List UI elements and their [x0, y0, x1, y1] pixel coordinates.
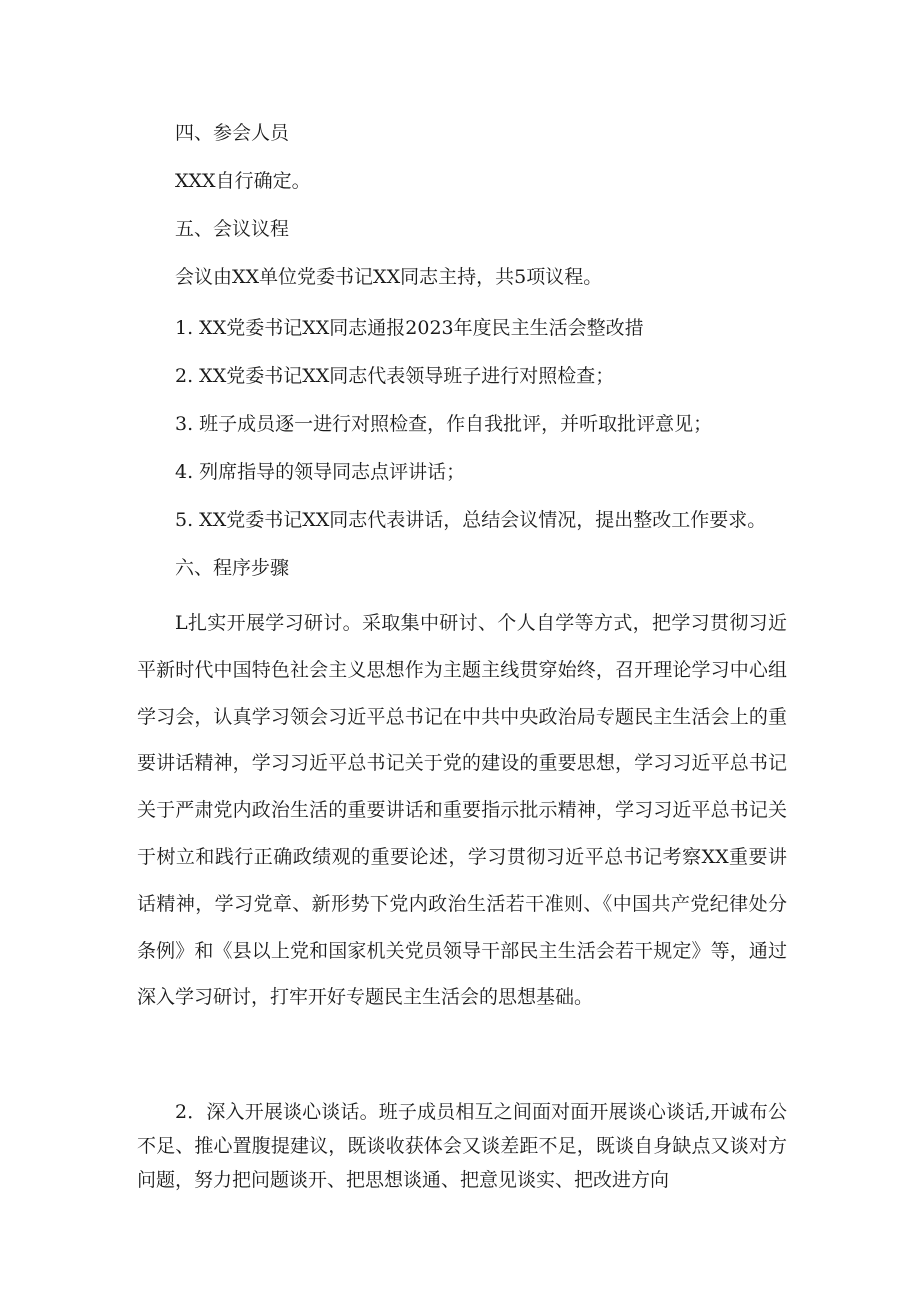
agenda-item: 2. XX党委书记XX同志代表领导班子进行对照检查；: [175, 365, 615, 387]
agenda-item: 4. 列席指导的领导同志点评讲话；: [175, 461, 466, 483]
agenda-item: 3. 班子成员逐一进行对照检查，作自我批评，并听取批评意见；: [175, 413, 713, 435]
step1-paragraph: L扎实开展学习研讨。采取集中研讨、个人自学等方式，把学习贯彻习近平新时代中国特色社会主义思想作为主题主线贯穿始终，召开理论学习中心组学习会，认真学习领会习近平总书记在中共中央政治局专题民主生活会上的重要讲话精神，学习习近平总书记关于党的建设的重要思想，学习习近平总书记关于严肃党内政治生活的重要讲话和重要指示批示精神，学习习近平总书记关于树立和践行正确政绩观的重要论述，学习贯彻习近平总书记考察XX重要讲话精神，学习党章、新形势下党内政治生活若干准则、《中国共产党纪律处分条例》和《县以上党和国家机关党员领导干部民主生活会若干规定》等，通过深入学习研讨，打牢开好专题民主生活会的思想基础。: [137, 612, 787, 1009]
section4-body: XXX自行确定。: [175, 170, 311, 192]
section6-heading: 六、程序步骤: [175, 557, 290, 579]
step2-paragraph: 2．深入开展谈心谈话。班子成员相互之间面对面开展谈心谈话,开诚布公不足、推心置腹提建议，既谈收获体会又谈差距不足，既谈自身缺点又谈对方问题，努力把问题谈开、把思想谈通、把意见谈实、把改进方向: [137, 1101, 787, 1191]
section5-heading: 五、会议议程: [175, 218, 290, 240]
agenda-item: 1. XX党委书记XX同志通报2023年度民主生活会整改措: [175, 317, 644, 339]
section5-intro: 会议由XX单位党委书记XX同志主持，共5项议程。: [175, 266, 603, 288]
section4-heading: 四、参会人员: [175, 122, 290, 144]
agenda-item: 5. XX党委书记XX同志代表讲话，总结会议情况，提出整改工作要求。: [175, 509, 767, 531]
